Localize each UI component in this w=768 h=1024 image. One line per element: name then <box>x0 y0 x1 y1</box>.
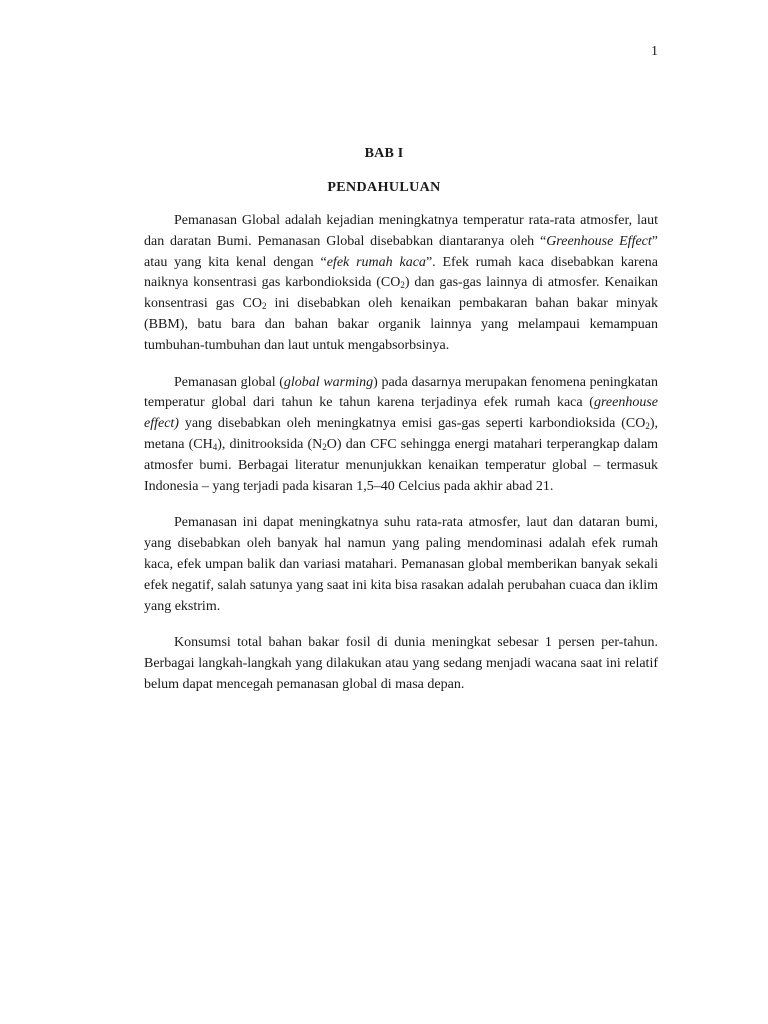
body-text <box>144 211 658 712</box>
subscript: 4 <box>212 441 218 452</box>
text-run: ini disebabkan oleh kenaikan pembakaran bahan bakar minyak (BBM), batu bara dan bahan bakar organik lainnya yang melampaui kemampuan tumbuhan-tumbuhan dan laut untuk mengabsorbsinya. <box>144 296 658 353</box>
text-run: ), dinitrooksida (N <box>217 436 323 452</box>
text-run: ” atau yang kita kenal dengan “ <box>144 233 658 270</box>
italic-term: greenhouse effect) <box>144 395 658 432</box>
text-run: ), metana (CH <box>144 416 658 452</box>
subscript: 2 <box>261 301 267 312</box>
text-run: ) pada dasarnya merupakan fenomena peningkatan temperatur global dari tahun ke tahun karena terjadinya efek rumah kaca ( <box>144 374 658 411</box>
text-run: ”. Efek rumah kaca disebabkan karena naiknya konsentrasi gas karbondioksida (CO <box>144 254 658 291</box>
italic-term: efek rumah kaca <box>326 254 426 270</box>
text-run: Pemanasan Global adalah kejadian meningkatnya temperatur rata-rata atmosfer, laut dan daratan Bumi. Pemanasan Global disebabkan diantaranya oleh “ <box>144 213 658 249</box>
subscript: 2 <box>645 421 650 432</box>
subscript: 2 <box>400 280 405 291</box>
paragraph-4: Konsumsi total bahan bakar fosil di dunia meningkat sebesar 1 persen per-tahun. Berbagai langkah-langkah yang dilakukan atau yang sedang menjadi wacana saat ini relatif belum dapat mencegah pemanasan global di masa depan. <box>144 635 658 692</box>
subscript: 2 <box>322 441 327 452</box>
text-run: yang disebabkan oleh meningkatnya emisi gas-gas seperti karbondioksida (CO <box>178 416 646 432</box>
page-number: 1 <box>651 44 658 59</box>
italic-term: Greenhouse Effect <box>546 233 652 249</box>
section-heading: PENDAHULUAN <box>327 180 441 195</box>
text-run: Pemanasan global ( <box>174 374 284 390</box>
chapter-title: BAB I <box>364 146 404 161</box>
text-run: ) dan gas-gas lainnya di atmosfer. Kenaikan konsentrasi gas CO <box>144 275 658 312</box>
paragraph-2 <box>144 373 658 498</box>
paragraph-1 <box>144 211 658 357</box>
text-run: O) dan CFC sehingga energi matahari terperangkap dalam atmosfer bumi. Berbagai literatur menunjukkan kenaikan temperatur global – termasuk Indonesia – yang terjadi pada kisaran 1,5–40 Celcius pada akhir abad 21. <box>144 436 658 494</box>
italic-term: global warming <box>283 374 374 390</box>
paragraph-3: Pemanasan ini dapat meningkatnya suhu rata-rata atmosfer, laut dan dataran bumi, yang disebabkan oleh banyak hal namun yang paling mendominasi adalah efek rumah kaca, efek umpan balik dan variasi matahari. Pemanasan global memberikan banyak sekali efek negatif, salah satunya yang saat ini kita bisa rasakan adalah perubahan cuaca dan iklim yang ekstrim. <box>144 515 658 614</box>
